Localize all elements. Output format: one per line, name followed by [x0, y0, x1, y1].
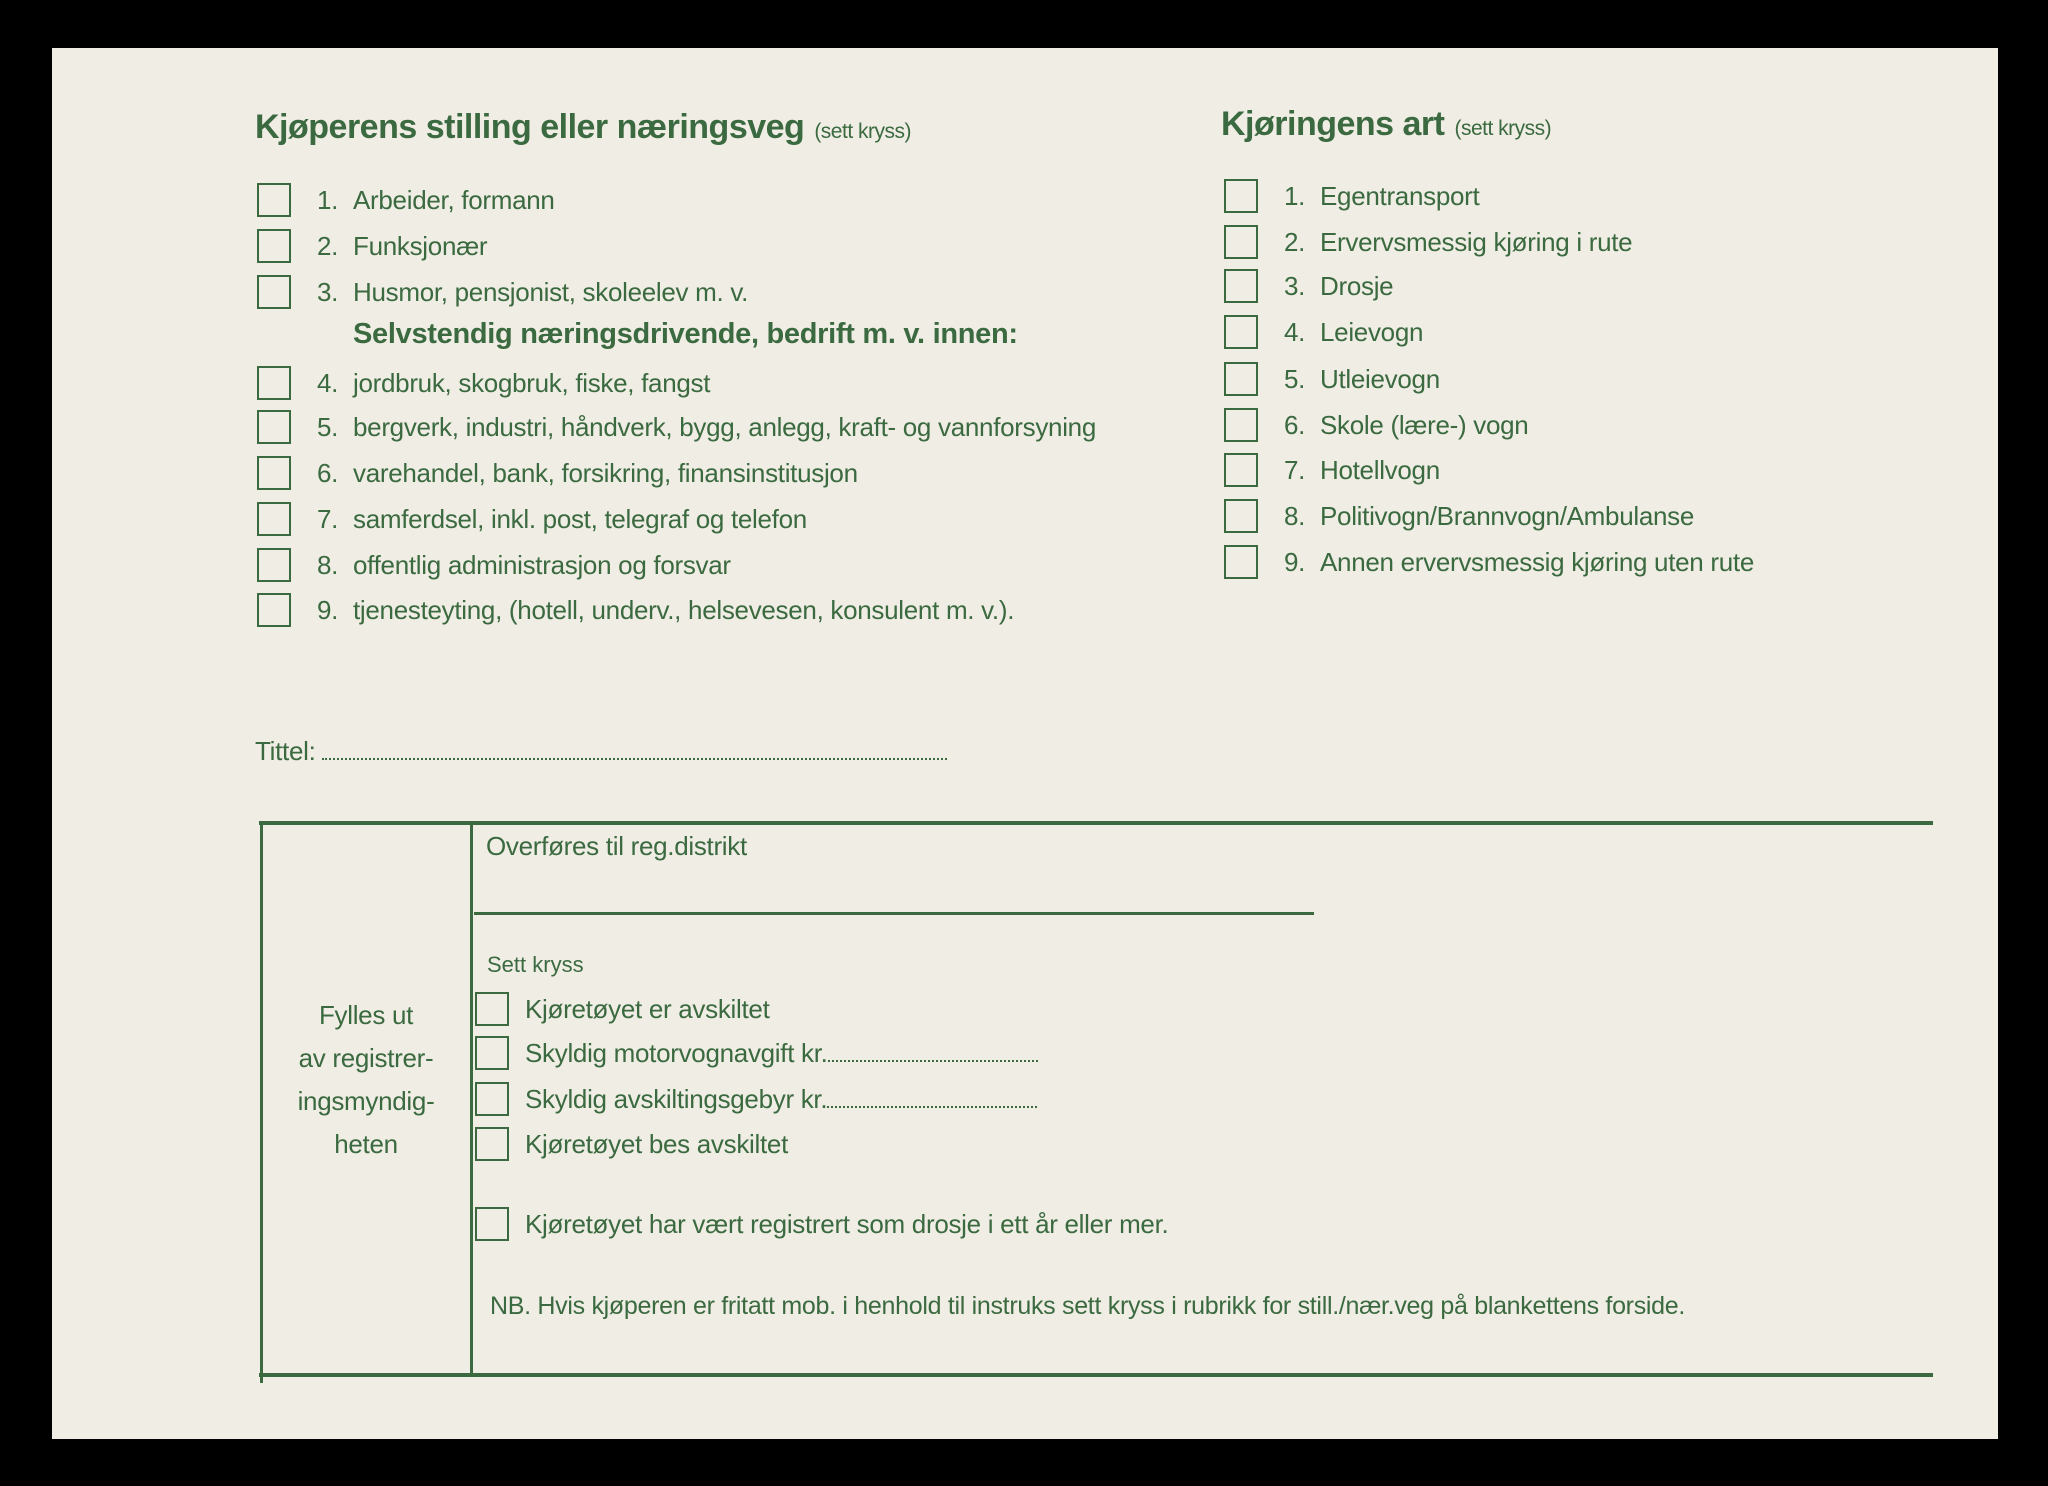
item-text: samferdsel, inkl. post, telegraf og telefon	[353, 504, 807, 534]
authority-side-label	[276, 994, 456, 1166]
driving-type-option-label	[1284, 180, 1479, 212]
item-text: Leievogn	[1320, 317, 1424, 347]
item-text: tjenesteyting, (hotell, underv., helsevesen, konsulent m. v.).	[353, 595, 1015, 625]
item-number: 3.	[1284, 271, 1306, 301]
registry-check-label	[525, 1128, 788, 1160]
item-number: 9.	[1284, 547, 1306, 577]
registry-check-label	[525, 1037, 1038, 1069]
occupation-option-checkbox[interactable]	[257, 456, 291, 490]
item-text: Skole (lære-) vogn	[1320, 410, 1529, 440]
item-number: 5.	[1284, 364, 1306, 394]
self-employed-subheading: Selvstendig næringsdrivende, bedrift m. v. innen:	[353, 318, 1018, 350]
driving-type-option-label	[1284, 500, 1694, 532]
item-text: Arbeider, formann	[353, 185, 555, 215]
item-text: Kjøretøyet bes avskiltet	[525, 1129, 788, 1159]
registry-check-checkbox[interactable]	[475, 1082, 509, 1116]
occupation-option-checkbox[interactable]	[257, 410, 291, 444]
amount-dotted-line[interactable]	[827, 1086, 1037, 1108]
occupation-option-checkbox[interactable]	[257, 593, 291, 627]
district-underline	[474, 912, 1314, 915]
occupation-option-label	[317, 549, 731, 581]
item-text: Kjøretøyet har vært registrert som drosje i ett år eller mer.	[525, 1209, 1169, 1239]
driving-type-option-checkbox[interactable]	[1224, 408, 1258, 442]
occupation-option-label	[317, 503, 807, 535]
driving-type-option-checkbox[interactable]	[1224, 362, 1258, 396]
occupation-option-label	[317, 457, 858, 489]
occupation-option-label	[317, 367, 710, 399]
item-text: Drosje	[1320, 271, 1394, 301]
driving-type-option-checkbox[interactable]	[1224, 269, 1258, 303]
item-text: offentlig administrasjon og forsvar	[353, 550, 731, 580]
item-text: Annen ervervsmessig kjøring uten rute	[1320, 547, 1754, 577]
buyer-occupation-title: Kjøperens stilling eller næringsveg	[255, 108, 805, 146]
driving-type-option-label	[1284, 363, 1440, 395]
item-number: 8.	[1284, 501, 1306, 531]
title-dotted-line[interactable]	[322, 738, 947, 760]
item-number: 5.	[317, 412, 339, 442]
buyer-occupation-hint: (sett kryss)	[814, 120, 911, 143]
occupation-option-label	[317, 276, 748, 308]
item-number: 4.	[317, 368, 339, 398]
occupation-option-checkbox[interactable]	[257, 366, 291, 400]
item-number: 3.	[317, 277, 339, 307]
occupation-option-checkbox[interactable]	[257, 275, 291, 309]
driving-type-option-label	[1284, 409, 1528, 441]
driving-type-option-label	[1284, 226, 1632, 258]
registry-check-checkbox[interactable]	[475, 1127, 509, 1161]
side-label-line: ingsmyndig-	[297, 1086, 435, 1116]
driving-type-option-checkbox[interactable]	[1224, 179, 1258, 213]
item-number: 1.	[317, 185, 339, 215]
driving-type-option-checkbox[interactable]	[1224, 499, 1258, 533]
registry-check-checkbox[interactable]	[475, 1036, 509, 1070]
item-text: Egentransport	[1320, 181, 1480, 211]
driving-type-option-label	[1284, 270, 1393, 302]
occupation-option-label	[317, 184, 555, 216]
driving-type-option-checkbox[interactable]	[1224, 315, 1258, 349]
item-text: Politivogn/Brannvogn/Ambulanse	[1320, 501, 1695, 531]
sett-kryss-label: Sett kryss	[487, 952, 584, 977]
amount-dotted-line[interactable]	[828, 1040, 1038, 1062]
driving-type-option-label	[1284, 454, 1440, 486]
driving-type-option-label	[1284, 316, 1423, 348]
item-number: 2.	[1284, 227, 1306, 257]
driving-type-option-label	[1284, 546, 1754, 578]
item-number: 2.	[317, 231, 339, 261]
item-text: jordbruk, skogbruk, fiske, fangst	[353, 368, 711, 398]
item-text: Skyldig motorvognavgift kr.	[525, 1038, 828, 1068]
driving-type-option-checkbox[interactable]	[1224, 225, 1258, 259]
occupation-option-label	[317, 411, 1096, 443]
title-field[interactable]	[255, 735, 947, 767]
driving-type-title: Kjøringens art	[1221, 105, 1445, 143]
title-label: Tittel:	[255, 736, 316, 766]
item-text: Funksjonær	[353, 231, 488, 261]
drosje-check-label	[525, 1208, 1168, 1240]
driving-type-hint: (sett kryss)	[1454, 117, 1552, 140]
driving-type-heading	[1221, 105, 1551, 144]
side-label-line: Fylles ut	[318, 1000, 414, 1030]
item-text: Husmor, pensjonist, skoleelev m. v.	[353, 277, 749, 307]
occupation-option-label	[317, 594, 1014, 626]
occupation-option-checkbox[interactable]	[257, 502, 291, 536]
item-text: Ervervsmessig kjøring i rute	[1320, 227, 1633, 257]
item-number: 8.	[317, 550, 339, 580]
occupation-option-checkbox[interactable]	[257, 548, 291, 582]
box-bottom-line	[259, 1373, 1933, 1377]
item-number: 9.	[317, 595, 339, 625]
box-divider-line	[470, 823, 473, 1375]
occupation-option-checkbox[interactable]	[257, 229, 291, 263]
item-number: 6.	[317, 458, 339, 488]
item-number: 6.	[1284, 410, 1306, 440]
item-number: 4.	[1284, 317, 1306, 347]
item-text: Hotellvogn	[1320, 455, 1440, 485]
side-label-line: av registrer-	[298, 1043, 434, 1073]
registry-check-label	[525, 993, 770, 1025]
item-number: 7.	[1284, 455, 1306, 485]
item-text: Skyldig avskiltingsgebyr kr.	[525, 1084, 828, 1114]
buyer-occupation-heading	[255, 108, 911, 147]
driving-type-option-checkbox[interactable]	[1224, 545, 1258, 579]
item-text: varehandel, bank, forsikring, finansinstitusjon	[353, 458, 858, 488]
item-text: bergverk, industri, håndverk, bygg, anlegg, kraft- og vannforsyning	[353, 412, 1096, 442]
driving-type-option-checkbox[interactable]	[1224, 453, 1258, 487]
drosje-check-checkbox[interactable]	[475, 1207, 509, 1241]
box-left-line	[260, 823, 263, 1383]
transfer-district-label: Overføres til reg.distrikt	[486, 831, 747, 861]
item-text: Kjøretøyet er avskiltet	[525, 994, 770, 1024]
exemption-note: NB. Hvis kjøperen er fritatt mob. i henhold til instruks sett kryss i rubrikk for still./nær.veg på blankettens forside.	[490, 1292, 1686, 1320]
occupation-option-checkbox[interactable]	[257, 183, 291, 217]
occupation-option-label	[317, 230, 487, 262]
side-label-line: heten	[334, 1129, 398, 1159]
box-top-line	[259, 821, 1933, 825]
item-number: 7.	[317, 504, 339, 534]
item-number: 1.	[1284, 181, 1306, 211]
item-text: Utleievogn	[1320, 364, 1440, 394]
registry-check-label	[525, 1083, 1037, 1115]
registry-check-checkbox[interactable]	[475, 992, 509, 1026]
